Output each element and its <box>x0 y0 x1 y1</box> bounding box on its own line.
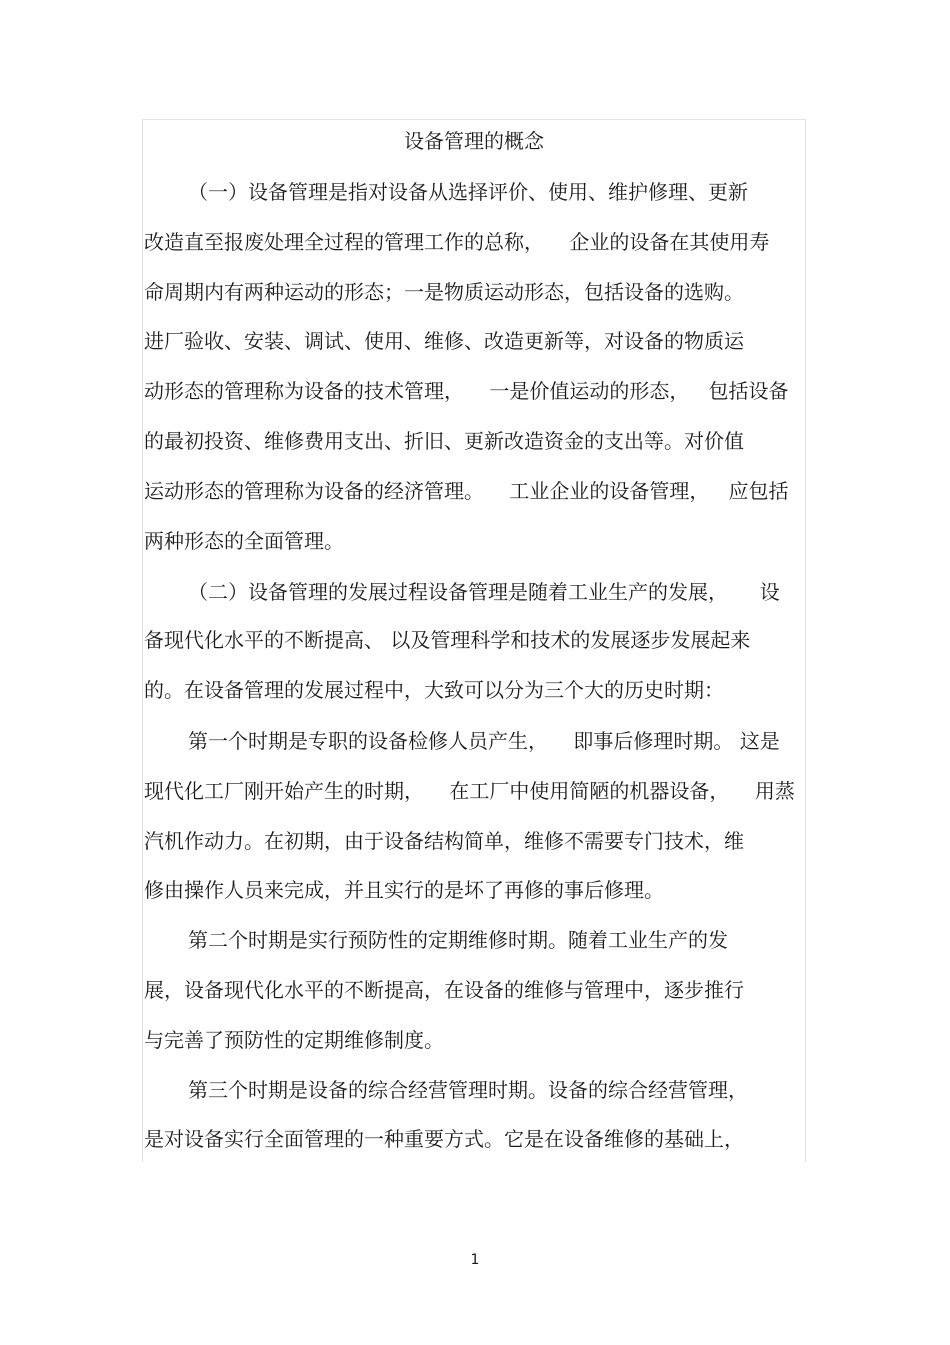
paragraph-4-line-3: 与完善了预防性的定期维修制度。 <box>144 1028 444 1052</box>
paragraph-5-line-1: 第三个时期是设备的综合经营管理时期。设备的综合经营管理， <box>188 1078 748 1102</box>
paragraph-1-line-3: 命周期内有两种运动的形态；一是物质运动形态，包括设备的选购。 <box>144 280 744 304</box>
paragraph-5-line-2: 是对设备实行全面管理的一种重要方式。它是在设备维修的基础上， <box>144 1127 744 1151</box>
paragraph-2-line-1: （二）设备管理的发展过程设备管理是随着工业生产的发展， 设 <box>188 580 780 604</box>
paragraph-3-line-4: 修由操作人员来完成，并且实行的是坏了再修的事后修理。 <box>144 878 664 902</box>
paragraph-2-line-3: 的。在设备管理的发展过程中，大致可以分为三个大的历史时期： <box>144 678 724 702</box>
paragraph-3-line-2: 现代化工厂刚开始产生的时期， 在工厂中使用简陋的机器设备， 用蒸 <box>144 779 795 803</box>
paragraph-3-line-1: 第一个时期是专职的设备检修人员产生， 即事后修理时期。 这是 <box>188 729 780 753</box>
paragraph-1-line-5: 动形态的管理称为设备的技术管理， 一是价值运动的形态， 包括设备 <box>144 379 789 403</box>
page-number: 1 <box>470 1252 480 1268</box>
paragraph-1-line-1: （一）设备管理是指对设备从选择评价、使用、维护修理、更新 <box>188 180 748 204</box>
document-title: 设备管理的概念 <box>404 129 544 153</box>
paragraph-4-line-2: 展，设备现代化水平的不断提高，在设备的维修与管理中，逐步推行 <box>144 978 744 1002</box>
paragraph-2-line-2: 备现代化水平的不断提高、 以及管理科学和技术的发展逐步发展起来 <box>144 628 751 652</box>
paragraph-4-line-1: 第二个时期是实行预防性的定期维修时期。随着工业生产的发 <box>188 928 728 952</box>
paragraph-3-line-3: 汽机作动力。在初期，由于设备结构简单，维修不需要专门技术，维 <box>144 829 744 853</box>
paragraph-1-line-4: 进厂验收、安装、调试、使用、维修、改造更新等，对设备的物质运 <box>144 329 744 353</box>
paragraph-1-line-7: 运动形态的管理称为设备的经济管理。 工业企业的设备管理， 应包括 <box>144 479 789 503</box>
paragraph-1-line-2: 改造直至报废处理全过程的管理工作的总称， 企业的设备在其使用寿 <box>144 230 770 254</box>
paragraph-1-line-8: 两种形态的全面管理。 <box>144 529 344 553</box>
paragraph-1-line-6: 的最初投资、维修费用支出、折旧、更新改造资金的支出等。对价值 <box>144 429 744 453</box>
